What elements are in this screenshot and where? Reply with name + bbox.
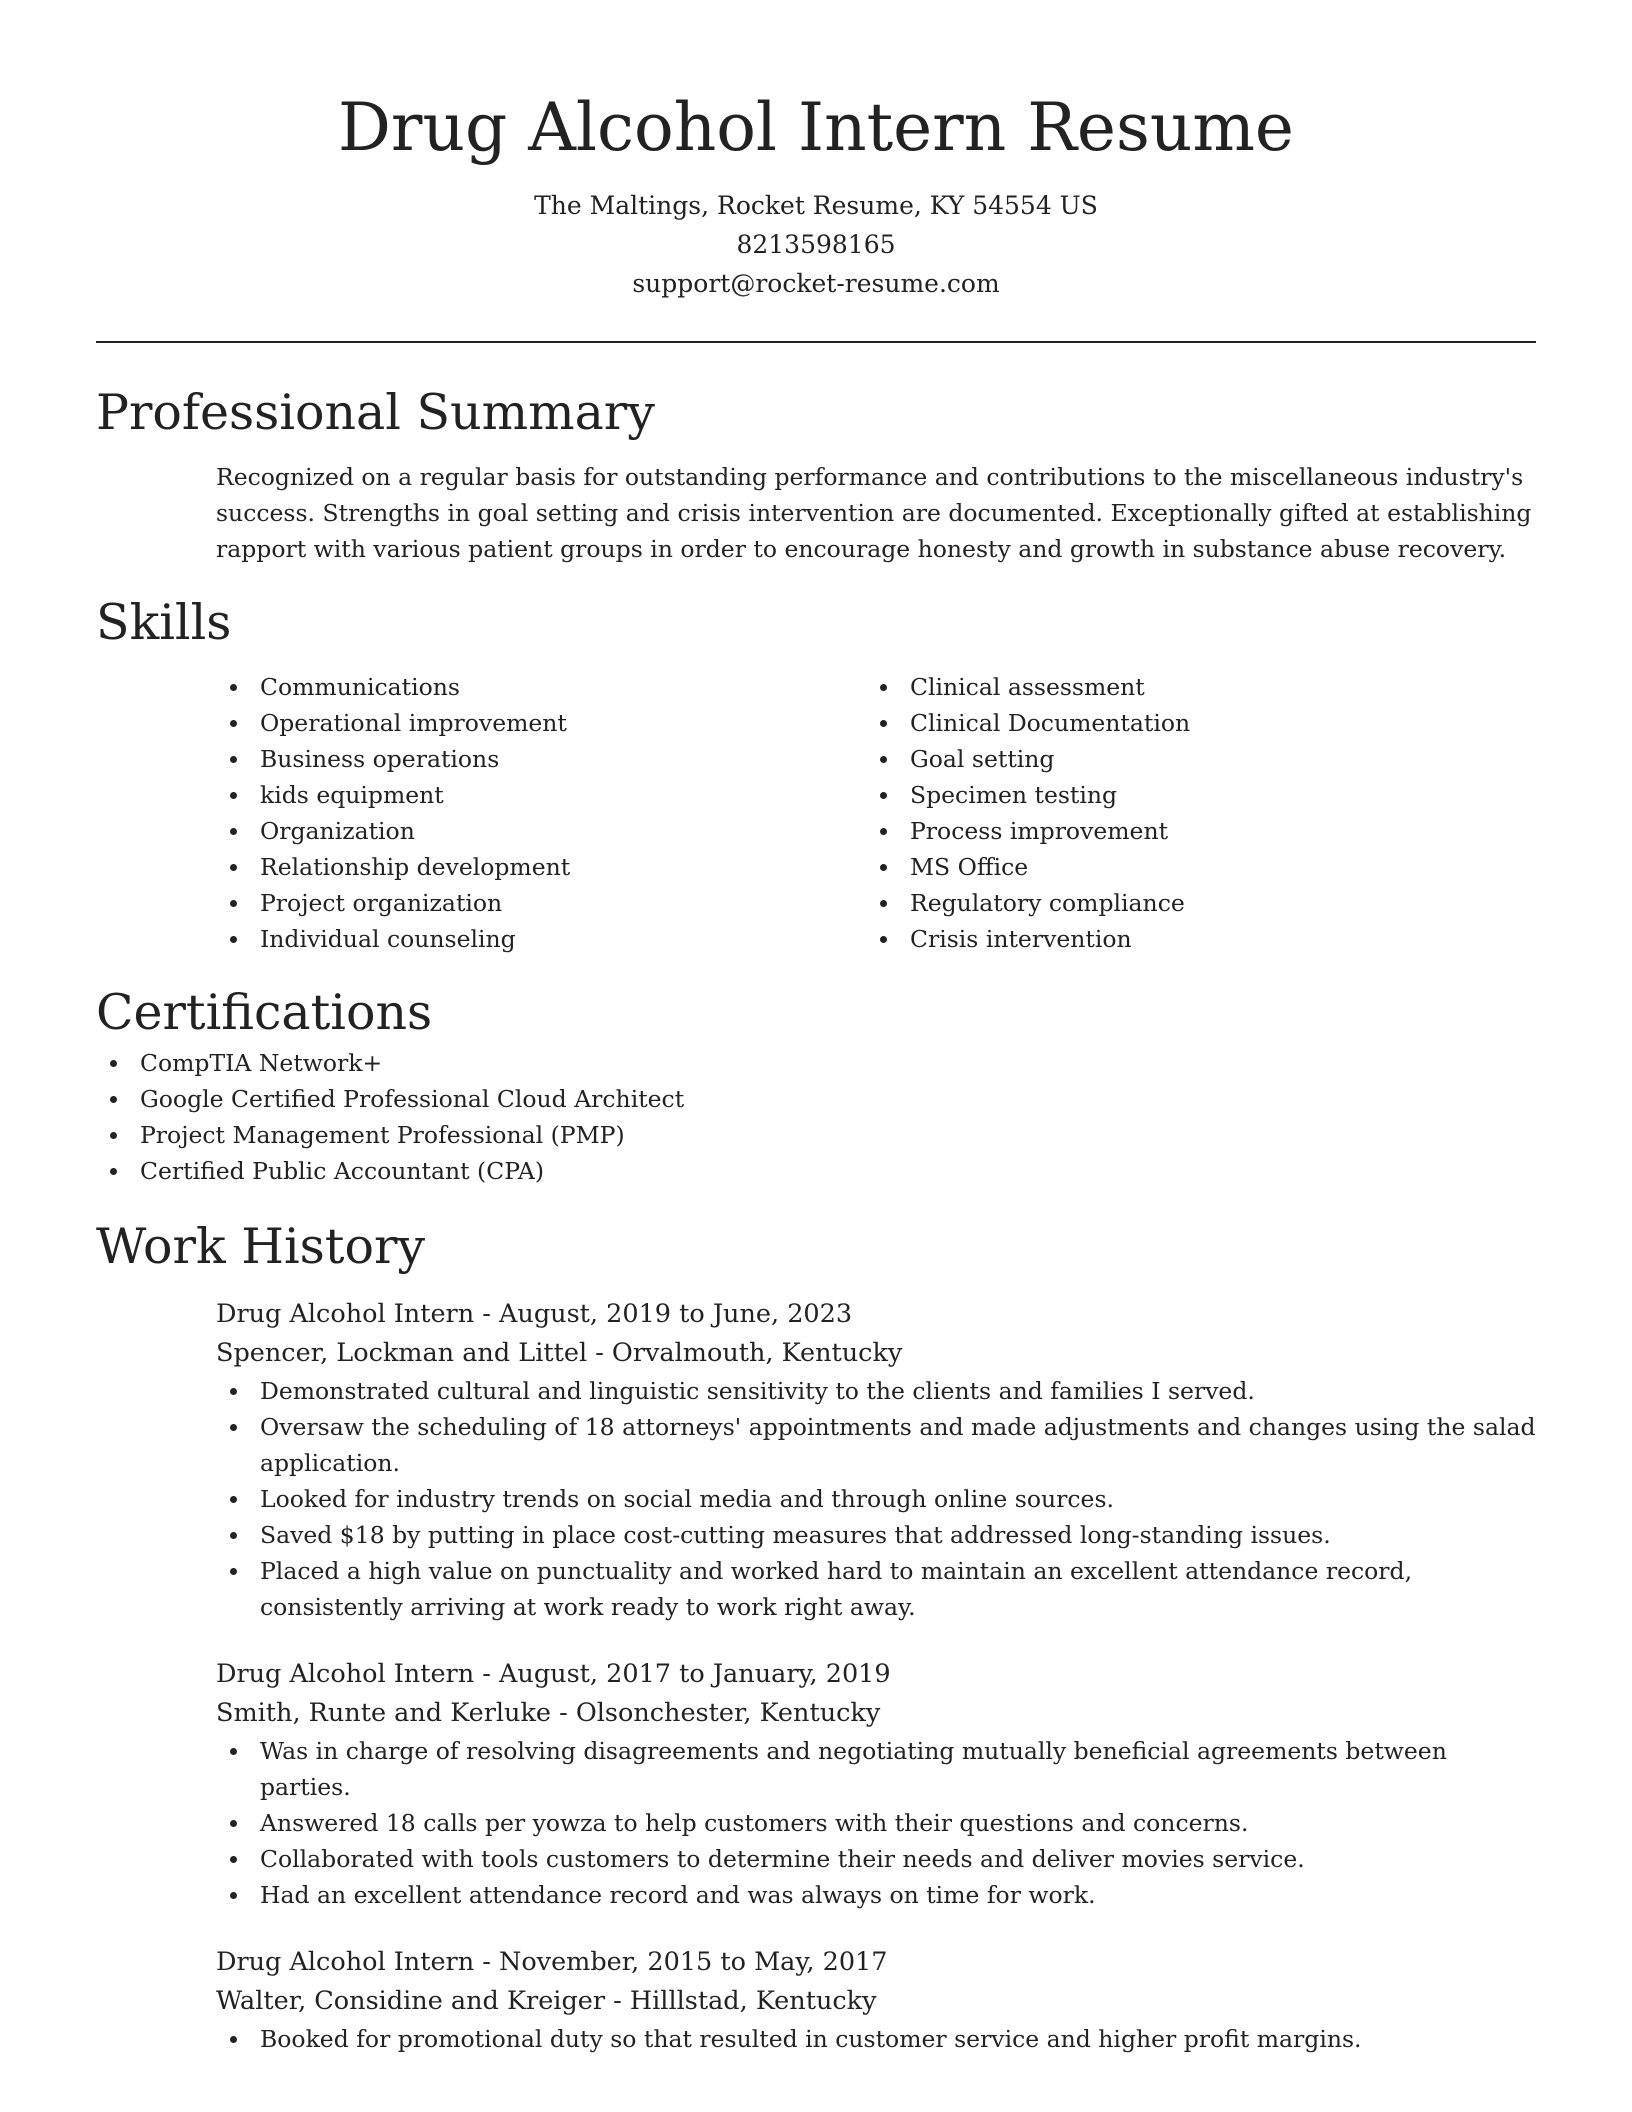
skill-item: Goal setting — [866, 741, 1516, 777]
contact-address: The Maltings, Rocket Resume, KY 54554 US — [534, 191, 1098, 220]
skill-item: Clinical Documentation — [866, 705, 1516, 741]
contact-block — [96, 186, 1536, 303]
job-bullet: Was in charge of resolving disagreements and negotiating mutually beneficial agreements between parties. — [216, 1733, 1536, 1805]
resume-title: Drug Alcohol Intern Resume — [338, 89, 1294, 166]
skills-section — [96, 591, 1536, 957]
skill-item: Business operations — [216, 741, 866, 777]
summary-text: Recognized on a regular basis for outstanding performance and contributions to the miscellaneous industry's success. Strengths in goal setting and crisis intervention are documented. Exceptionally gifted at establishing rapport with various patient groups in order to encourage honesty and growth in substance abuse recovery. — [216, 463, 1532, 563]
skill-item: Organization — [216, 813, 866, 849]
skill-item: Individual counseling — [216, 921, 866, 957]
job-entry — [216, 1295, 1536, 1625]
skills-heading: Skills — [96, 594, 232, 651]
certification-item: Google Certified Professional Cloud Architect — [96, 1081, 1536, 1117]
skill-item: Project organization — [216, 885, 866, 921]
summary-section — [96, 381, 1536, 567]
job-title: Drug Alcohol Intern - August, 2017 to January, 2019 — [216, 1659, 891, 1689]
skill-item: Process improvement — [866, 813, 1516, 849]
skill-item: kids equipment — [216, 777, 866, 813]
job-bullet: Answered 18 calls per yowza to help customers with their questions and concerns. — [216, 1805, 1536, 1841]
job-company: Spencer, Lockman and Littel - Orvalmouth, Kentucky — [216, 1338, 903, 1368]
certification-item: Project Management Professional (PMP) — [96, 1117, 1536, 1153]
certification-item: CompTIA Network+ — [96, 1045, 1536, 1081]
skill-item: Crisis intervention — [866, 921, 1516, 957]
job-bullets — [216, 2021, 1536, 2057]
job-bullet: Placed a high value on punctuality and worked hard to maintain an excellent attendance record, consistently arriving at work ready to work right away. — [216, 1553, 1536, 1625]
job-bullet: Collaborated with tools customers to determine their needs and deliver movies service. — [216, 1841, 1536, 1877]
certifications-section — [96, 981, 1536, 1189]
job-bullet: Saved $18 by putting in place cost-cutting measures that addressed long-standing issues. — [216, 1517, 1536, 1553]
resume-header — [96, 0, 1536, 303]
job-entry — [216, 1655, 1536, 1913]
certifications-heading: Certifications — [96, 984, 433, 1041]
skills-column-left — [216, 669, 866, 957]
certifications-list — [96, 1045, 1536, 1189]
contact-email: support@rocket-resume.com — [632, 269, 1000, 298]
job-bullet: Oversaw the scheduling of 18 attorneys' appointments and made adjustments and changes using the salad application. — [216, 1409, 1536, 1481]
job-company: Walter, Considine and Kreiger - Hilllstad, Kentucky — [216, 1986, 877, 2016]
job-title: Drug Alcohol Intern - August, 2019 to June, 2023 — [216, 1299, 853, 1329]
skill-item: Clinical assessment — [866, 669, 1516, 705]
skills-column-right — [866, 669, 1516, 957]
skill-item: Operational improvement — [216, 705, 866, 741]
job-bullets — [216, 1733, 1536, 1913]
skill-item: Relationship development — [216, 849, 866, 885]
job-company: Smith, Runte and Kerluke - Olsonchester, Kentucky — [216, 1698, 881, 1728]
job-bullets — [216, 1373, 1536, 1625]
job-bullet: Looked for industry trends on social media and through online sources. — [216, 1481, 1536, 1517]
summary-heading: Professional Summary — [96, 384, 655, 441]
job-title: Drug Alcohol Intern - November, 2015 to May, 2017 — [216, 1947, 888, 1977]
contact-phone: 8213598165 — [736, 230, 896, 259]
work-history-heading: Work History — [96, 1218, 426, 1275]
job-bullet: Booked for promotional duty so that resulted in customer service and higher profit margins. — [216, 2021, 1536, 2057]
skills-grid — [216, 669, 1536, 957]
job-bullet: Had an excellent attendance record and was always on time for work. — [216, 1877, 1536, 1913]
resume-page — [96, 0, 1536, 2057]
skill-item: Communications — [216, 669, 866, 705]
work-history-section — [96, 1215, 1536, 2057]
skill-item: Specimen testing — [866, 777, 1516, 813]
header-divider — [96, 341, 1536, 343]
job-entry — [216, 1943, 1536, 2057]
skill-item: MS Office — [866, 849, 1516, 885]
job-bullet: Demonstrated cultural and linguistic sensitivity to the clients and families I served. — [216, 1373, 1536, 1409]
skill-item: Regulatory compliance — [866, 885, 1516, 921]
certification-item: Certified Public Accountant (CPA) — [96, 1153, 1536, 1189]
